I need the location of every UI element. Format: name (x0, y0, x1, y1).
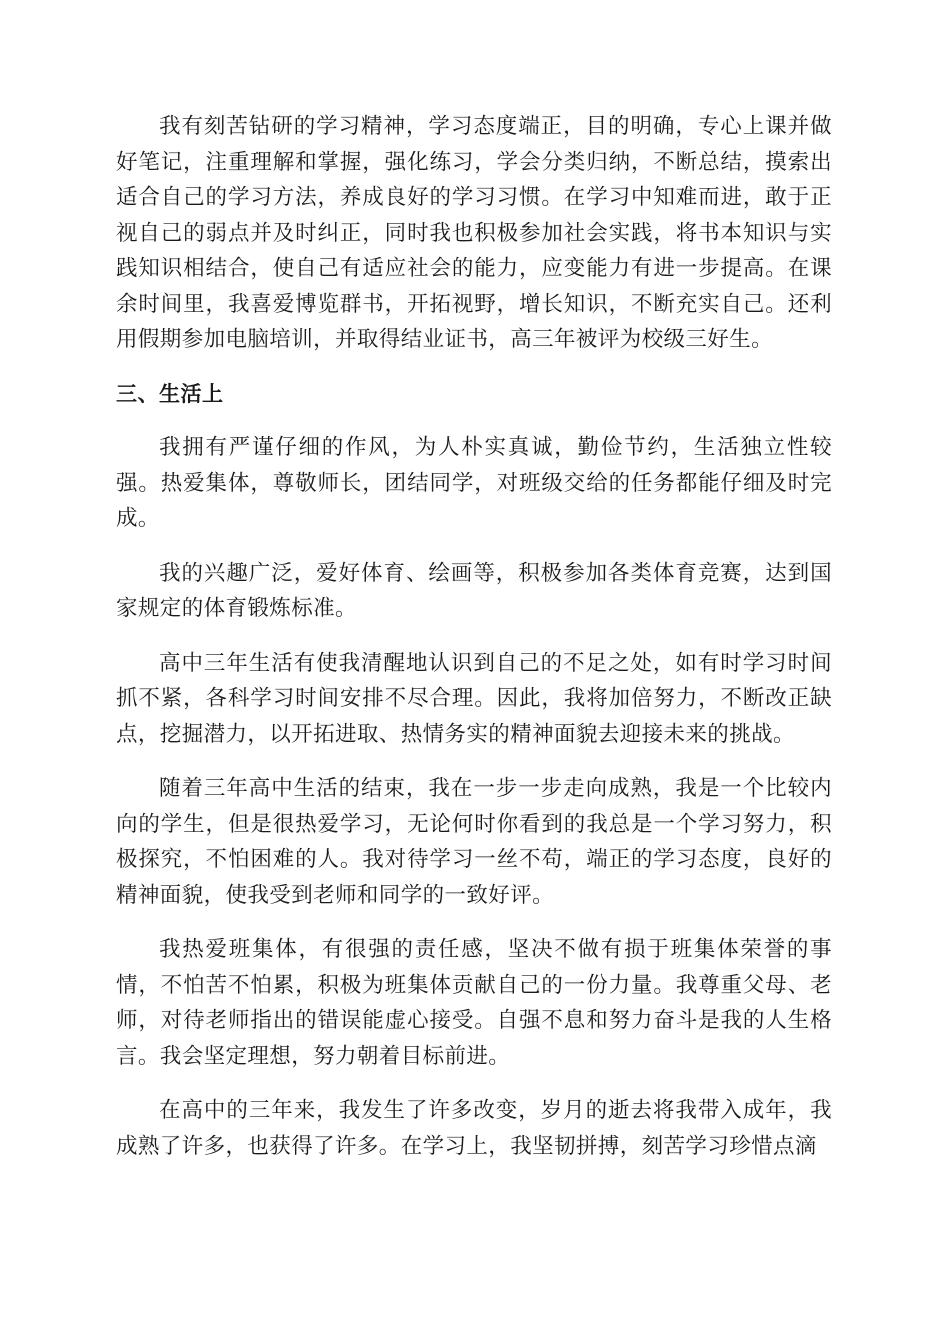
paragraph-work-style: 我拥有严谨仔细的作风，为人朴实真诚，勤俭节约，生活独立性较强。热爱集体，尊敬师长，团结同学，对班级交给的任务都能仔细及时完成。 (116, 435, 832, 531)
paragraph-maturity: 随着三年高中生活的结束，我在一步一步走向成熟，我是一个比较内向的学生，但是很热爱学习，无论何时你看到的我总是一个学习努力，积极探究，不怕困难的人。我对待学习一丝不苟，端正的学习态度，良好的精神面貌，使我受到老师和同学的一致好评。 (116, 776, 832, 908)
document-body (116, 109, 832, 1183)
paragraph-interests: 我的兴趣广泛，爱好体育、绘画等，积极参加各类体育竞赛，达到国家规定的体育锻炼标准。 (116, 560, 832, 621)
paragraph-shortcomings: 高中三年生活有使我清醒地认识到自己的不足之处，如有时学习时间抓不紧，各科学习时间安排不尽合理。因此，我将加倍努力，不断改正缺点，挖掘潜力，以开拓进取、热情务实的精神面貌去迎接未来的挑战。 (116, 650, 832, 747)
paragraph-study-spirit: 我有刻苦钻研的学习精神，学习态度端正，目的明确，专心上课并做好笔记，注重理解和掌握，强化练习，学会分类归纳，不断总结，摸索出适合自己的学习方法，养成良好的学习习惯。在学习中知难而进，敢于正视自己的弱点并及时纠正，同时我也积极参加社会实践，将书本知识与实践知识相结合，使自己有适应社会的能力，应变能力有进一步提高。在课余时间里，我喜爱博览群书，开拓视野，增长知识，不断充实自己。还利用假期参加电脑培训，并取得结业证书，高三年被评为校级三好生。 (116, 114, 832, 352)
paragraph-three-years: 在高中的三年来，我发生了许多改变，岁月的逝去将我带入成年，我成熟了许多，也获得了许多。在学习上，我坚韧拼搏，刻苦学习珍惜点滴 (116, 1098, 832, 1159)
section-heading-life: 三、生活上 (116, 381, 224, 406)
paragraph-class-collective: 我热爱班集体，有很强的责任感，坚决不做有损于班集体荣誉的事情，不怕苦不怕累，积极为班集体贡献自己的一份力量。我尊重父母、老师，对待老师指出的错误能虚心接受。自强不息和努力奋斗是我的人生格言。我会坚定理想，努力朝着目标前进。 (116, 937, 832, 1069)
